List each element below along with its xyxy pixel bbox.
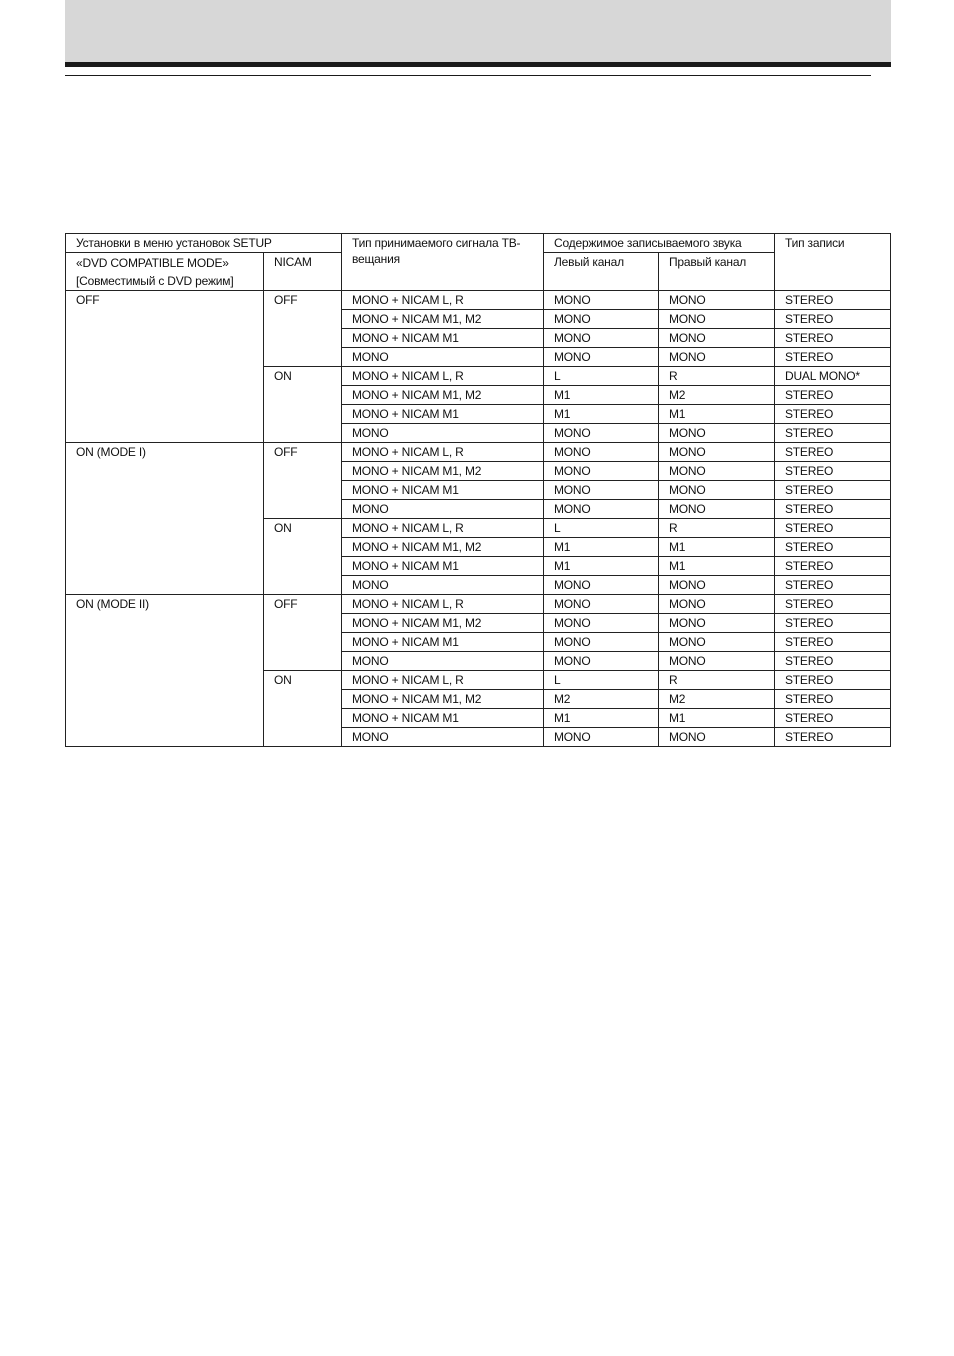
cell-right-channel: M1	[659, 557, 775, 576]
cell-right-channel: MONO	[659, 633, 775, 652]
cell-record-type: STEREO	[775, 291, 891, 310]
header-dvd-mode-line2: [Совместимый с DVD режим]	[76, 274, 234, 288]
cell-tv-signal: MONO + NICAM L, R	[342, 519, 544, 538]
cell-tv-signal: MONO	[342, 576, 544, 595]
cell-left-channel: MONO	[544, 462, 659, 481]
cell-right-channel: MONO	[659, 310, 775, 329]
cell-nicam: ON	[264, 671, 342, 747]
cell-nicam: ON	[264, 519, 342, 595]
cell-record-type: STEREO	[775, 614, 891, 633]
cell-record-type: STEREO	[775, 709, 891, 728]
header-record-type: Тип записи	[775, 234, 891, 291]
cell-record-type: STEREO	[775, 424, 891, 443]
header-tv-signal: Тип принимаемого сигнала ТВ-вещания	[342, 234, 544, 291]
cell-right-channel: M1	[659, 709, 775, 728]
cell-right-channel: MONO	[659, 291, 775, 310]
cell-left-channel: M1	[544, 386, 659, 405]
cell-left-channel: MONO	[544, 329, 659, 348]
cell-right-channel: R	[659, 519, 775, 538]
cell-left-channel: MONO	[544, 652, 659, 671]
cell-right-channel: MONO	[659, 728, 775, 747]
cell-right-channel: M1	[659, 538, 775, 557]
cell-tv-signal: MONO + NICAM M1	[342, 405, 544, 424]
cell-left-channel: MONO	[544, 633, 659, 652]
cell-record-type: STEREO	[775, 538, 891, 557]
cell-right-channel: MONO	[659, 462, 775, 481]
cell-right-channel: MONO	[659, 652, 775, 671]
cell-left-channel: L	[544, 671, 659, 690]
cell-tv-signal: MONO + NICAM M1, M2	[342, 310, 544, 329]
cell-right-channel: MONO	[659, 576, 775, 595]
cell-tv-signal: MONO + NICAM L, R	[342, 595, 544, 614]
header-recorded-sound: Содержимое записываемого звука	[544, 234, 775, 253]
cell-record-type: STEREO	[775, 652, 891, 671]
table-row	[66, 443, 891, 462]
cell-right-channel: MONO	[659, 614, 775, 633]
cell-left-channel: MONO	[544, 348, 659, 367]
cell-tv-signal: MONO	[342, 652, 544, 671]
cell-left-channel: MONO	[544, 424, 659, 443]
cell-tv-signal: MONO + NICAM L, R	[342, 443, 544, 462]
cell-right-channel: MONO	[659, 500, 775, 519]
header-rule-thin	[65, 75, 871, 76]
cell-nicam: OFF	[264, 443, 342, 519]
cell-record-type: STEREO	[775, 348, 891, 367]
cell-left-channel: M1	[544, 557, 659, 576]
cell-right-channel: M2	[659, 386, 775, 405]
cell-record-type: STEREO	[775, 633, 891, 652]
cell-record-type: STEREO	[775, 671, 891, 690]
cell-tv-signal: MONO + NICAM M1	[342, 709, 544, 728]
cell-tv-signal: MONO	[342, 424, 544, 443]
cell-record-type: DUAL MONO*	[775, 367, 891, 386]
header-dvd-mode-line1: «DVD COMPATIBLE MODE»	[76, 256, 229, 270]
cell-tv-signal: MONO + NICAM M1	[342, 481, 544, 500]
header-dvd-compatible-mode	[66, 253, 264, 291]
header-left-channel: Левый канал	[544, 253, 659, 291]
cell-dvd-mode: ON (MODE II)	[66, 595, 264, 747]
recording-audio-table	[65, 233, 891, 747]
cell-left-channel: M1	[544, 405, 659, 424]
cell-record-type: STEREO	[775, 690, 891, 709]
cell-record-type: STEREO	[775, 595, 891, 614]
cell-nicam: OFF	[264, 595, 342, 671]
cell-left-channel: M1	[544, 709, 659, 728]
table-row	[66, 595, 891, 614]
cell-left-channel: MONO	[544, 614, 659, 633]
cell-left-channel: MONO	[544, 310, 659, 329]
cell-record-type: STEREO	[775, 557, 891, 576]
cell-left-channel: MONO	[544, 291, 659, 310]
cell-dvd-mode: ON (MODE I)	[66, 443, 264, 595]
cell-tv-signal: MONO	[342, 500, 544, 519]
cell-record-type: STEREO	[775, 386, 891, 405]
cell-right-channel: R	[659, 671, 775, 690]
cell-record-type: STEREO	[775, 462, 891, 481]
cell-left-channel: MONO	[544, 481, 659, 500]
cell-left-channel: M1	[544, 538, 659, 557]
cell-tv-signal: MONO + NICAM M1, M2	[342, 386, 544, 405]
cell-nicam: ON	[264, 367, 342, 443]
cell-record-type: STEREO	[775, 576, 891, 595]
cell-left-channel: MONO	[544, 576, 659, 595]
cell-record-type: STEREO	[775, 310, 891, 329]
cell-right-channel: MONO	[659, 424, 775, 443]
cell-dvd-mode: OFF	[66, 291, 264, 443]
cell-tv-signal: MONO + NICAM M1, M2	[342, 690, 544, 709]
cell-tv-signal: MONO + NICAM M1, M2	[342, 462, 544, 481]
cell-record-type: STEREO	[775, 329, 891, 348]
cell-tv-signal: MONO + NICAM L, R	[342, 291, 544, 310]
table-row	[66, 291, 891, 310]
cell-right-channel: MONO	[659, 329, 775, 348]
cell-record-type: STEREO	[775, 500, 891, 519]
cell-left-channel: L	[544, 367, 659, 386]
header-setup-menu: Установки в меню установок SETUP	[66, 234, 342, 253]
page-header-band	[65, 0, 891, 62]
cell-tv-signal: MONO + NICAM M1	[342, 557, 544, 576]
cell-record-type: STEREO	[775, 728, 891, 747]
cell-tv-signal: MONO + NICAM L, R	[342, 367, 544, 386]
cell-tv-signal: MONO	[342, 348, 544, 367]
cell-tv-signal: MONO + NICAM M1	[342, 633, 544, 652]
header-nicam: NICAM	[264, 253, 342, 291]
header-rule-thick	[65, 62, 891, 67]
cell-tv-signal: MONO + NICAM M1, M2	[342, 538, 544, 557]
cell-record-type: STEREO	[775, 519, 891, 538]
cell-left-channel: MONO	[544, 443, 659, 462]
cell-tv-signal: MONO + NICAM M1, M2	[342, 614, 544, 633]
cell-tv-signal: MONO	[342, 728, 544, 747]
cell-left-channel: MONO	[544, 728, 659, 747]
cell-right-channel: M2	[659, 690, 775, 709]
cell-right-channel: M1	[659, 405, 775, 424]
cell-left-channel: MONO	[544, 595, 659, 614]
cell-right-channel: MONO	[659, 481, 775, 500]
cell-nicam: OFF	[264, 291, 342, 367]
cell-tv-signal: MONO + NICAM M1	[342, 329, 544, 348]
cell-right-channel: MONO	[659, 348, 775, 367]
cell-record-type: STEREO	[775, 443, 891, 462]
cell-record-type: STEREO	[775, 481, 891, 500]
cell-tv-signal: MONO + NICAM L, R	[342, 671, 544, 690]
cell-record-type: STEREO	[775, 405, 891, 424]
cell-right-channel: MONO	[659, 443, 775, 462]
cell-left-channel: M2	[544, 690, 659, 709]
cell-left-channel: L	[544, 519, 659, 538]
header-right-channel: Правый канал	[659, 253, 775, 291]
cell-right-channel: R	[659, 367, 775, 386]
cell-left-channel: MONO	[544, 500, 659, 519]
cell-right-channel: MONO	[659, 595, 775, 614]
